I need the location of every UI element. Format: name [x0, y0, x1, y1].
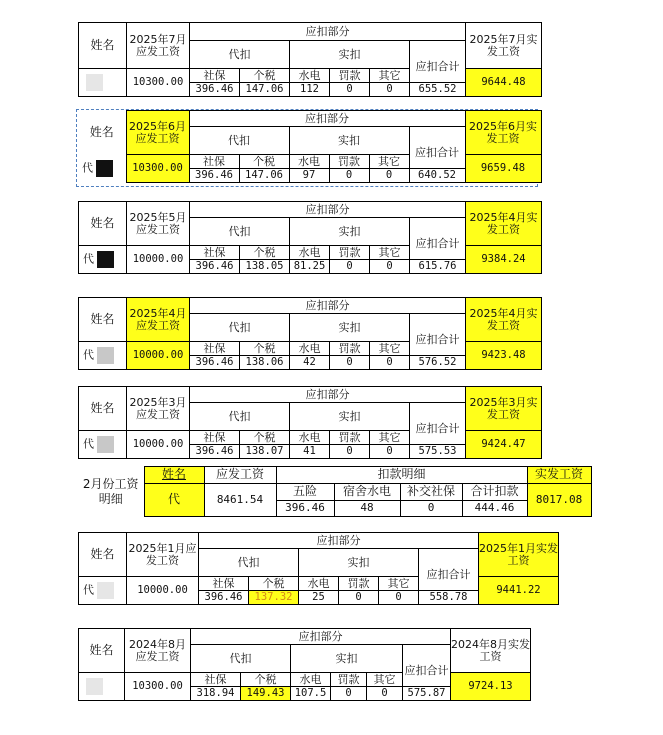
- withheld-header: 代扣: [190, 218, 290, 246]
- total-deduct-header: 应扣合计: [410, 403, 466, 445]
- name-header: 姓名: [79, 202, 127, 246]
- utility-header: 水电: [299, 577, 339, 591]
- other-value: 0: [379, 591, 419, 605]
- utility-header: 水电: [289, 155, 329, 169]
- feb-insurance-value: 396.46: [276, 501, 334, 517]
- gross-value: 10300.00: [126, 155, 189, 183]
- feb-dorm-value: 48: [334, 501, 400, 517]
- employee-name: 代: [79, 246, 127, 274]
- employee-name: 代: [79, 431, 127, 459]
- withheld-header: 代扣: [191, 645, 291, 673]
- tax-header: 个税: [240, 431, 290, 445]
- net-value: 9384.24: [466, 246, 542, 274]
- tax-value: 147.06: [239, 169, 289, 183]
- gross-value: 10300.00: [127, 69, 190, 97]
- name-header: 姓名: [79, 533, 127, 577]
- employee-name: 代: [78, 155, 126, 183]
- net-value: 9644.48: [466, 69, 542, 97]
- social-value: 396.46: [190, 83, 240, 97]
- salary-table: [78, 297, 542, 370]
- feb-gross-value: 8461.54: [204, 484, 276, 517]
- salary-table: [78, 110, 542, 183]
- gross-value: 10300.00: [125, 673, 191, 701]
- gross-value: 10000.00: [127, 431, 190, 459]
- withheld-header: 代扣: [190, 314, 290, 342]
- salary-table: [78, 532, 559, 605]
- total-deduct-header: 应扣合计: [410, 41, 466, 83]
- other-value: 0: [369, 169, 409, 183]
- total-deduct-header: 应扣合计: [403, 645, 451, 687]
- tax-value: 138.07: [240, 445, 290, 459]
- social-value: 396.46: [190, 260, 240, 274]
- fine-header: 罚款: [339, 577, 379, 591]
- feb-name-header: 姓名: [144, 467, 204, 484]
- fine-value: 0: [330, 83, 370, 97]
- deductions-header: 应扣部分: [199, 533, 479, 549]
- name-header: 姓名: [79, 23, 127, 69]
- feb-social-topup-header: 补交社保: [400, 484, 462, 501]
- employee-name: [79, 69, 127, 97]
- name-header: 姓名: [79, 298, 127, 342]
- gross-header: 2025年3月应发工资: [127, 387, 190, 431]
- utility-value: 97: [289, 169, 329, 183]
- utility-value: 107.5: [291, 687, 331, 701]
- fine-value: 0: [330, 260, 370, 274]
- gross-value: 10000.00: [127, 342, 190, 370]
- withheld-header: 代扣: [190, 41, 290, 69]
- net-header: 2025年6月实发工资: [465, 111, 541, 155]
- utility-value: 25: [299, 591, 339, 605]
- utility-header: 水电: [290, 69, 330, 83]
- other-header: 其它: [367, 673, 403, 687]
- actual-deduct-header: 实扣: [299, 549, 419, 577]
- social-header: 社保: [190, 69, 240, 83]
- social-value: 396.46: [190, 445, 240, 459]
- net-header: 2025年4月实发工资: [466, 202, 542, 246]
- actual-deduct-header: 实扣: [290, 41, 410, 69]
- total-value: 576.52: [410, 356, 466, 370]
- actual-deduct-header: 实扣: [290, 403, 410, 431]
- slip-2025-03: [78, 386, 542, 459]
- name-header: 姓名: [89, 125, 114, 140]
- utility-header: 水电: [291, 673, 331, 687]
- gross-header: 2025年7月应发工资: [127, 23, 190, 69]
- actual-deduct-header: 实扣: [291, 645, 403, 673]
- tax-header: 个税: [240, 246, 290, 260]
- fine-value: 0: [329, 169, 369, 183]
- utility-value: 112: [290, 83, 330, 97]
- deductions-header: 应扣部分: [191, 629, 451, 645]
- tax-value: 138.05: [240, 260, 290, 274]
- salary-table: [78, 386, 542, 459]
- net-header: 2025年1月实发工资: [479, 533, 559, 577]
- utility-value: 42: [290, 356, 330, 370]
- deductions-header: 应扣部分: [190, 202, 466, 218]
- other-value: 0: [370, 356, 410, 370]
- deductions-header: 应扣部分: [190, 23, 466, 41]
- utility-header: 水电: [290, 431, 330, 445]
- gross-header: 2025年1月应发工资: [127, 533, 199, 577]
- deductions-header: 应扣部分: [189, 111, 465, 127]
- utility-value: 41: [290, 445, 330, 459]
- fine-value: 0: [339, 591, 379, 605]
- withheld-header: 代扣: [190, 403, 290, 431]
- gross-header: 2025年5月应发工资: [127, 202, 190, 246]
- gross-value: 10000.00: [127, 577, 199, 605]
- fine-header: 罚款: [329, 155, 369, 169]
- fine-value: 0: [330, 356, 370, 370]
- tax-header: 个税: [240, 69, 290, 83]
- other-header: 其它: [370, 342, 410, 356]
- net-header: 2024年8月实发工资: [451, 629, 531, 673]
- actual-deduct-header: 实扣: [289, 127, 409, 155]
- gross-header: 2024年8月应发工资: [125, 629, 191, 673]
- slip-2025-01: [78, 532, 559, 605]
- gross-value: 10000.00: [127, 246, 190, 274]
- feb-dorm-header: 宿舍水电: [334, 484, 400, 501]
- gross-header: 2025年6月应发工资: [126, 111, 189, 155]
- actual-deduct-header: 实扣: [290, 218, 410, 246]
- redaction-mark: [97, 251, 114, 268]
- fine-value: 0: [331, 687, 367, 701]
- tax-header: 个税: [239, 155, 289, 169]
- social-header: 社保: [191, 673, 241, 687]
- feb-net-value: 8017.08: [527, 484, 591, 517]
- redaction-mark: [86, 74, 103, 91]
- redaction-mark: [96, 160, 113, 177]
- salary-table: [78, 201, 542, 274]
- other-header: 其它: [379, 577, 419, 591]
- redaction-mark: [86, 678, 103, 695]
- slip-2025-07: [78, 22, 542, 97]
- slip-2025-06: [78, 110, 542, 183]
- withheld-header: 代扣: [199, 549, 299, 577]
- other-value: 0: [367, 687, 403, 701]
- other-header: 其它: [370, 431, 410, 445]
- tax-header: 个税: [240, 342, 290, 356]
- withheld-header: 代扣: [189, 127, 289, 155]
- redaction-mark: [97, 582, 114, 599]
- slip-2025-04: [78, 297, 542, 370]
- utility-header: 水电: [290, 342, 330, 356]
- social-header: 社保: [199, 577, 249, 591]
- fine-header: 罚款: [330, 246, 370, 260]
- fine-header: 罚款: [330, 69, 370, 83]
- total-deduct-header: 应扣合计: [410, 314, 466, 356]
- total-value: 655.52: [410, 83, 466, 97]
- feb-social-topup-value: 0: [400, 501, 462, 517]
- social-header: 社保: [189, 155, 239, 169]
- other-value: 0: [370, 83, 410, 97]
- redaction-mark: [97, 436, 114, 453]
- name-header: 姓名: [79, 387, 127, 431]
- employee-name: 代: [79, 577, 127, 605]
- fine-header: 罚款: [330, 342, 370, 356]
- fine-value: 0: [330, 445, 370, 459]
- net-value: 9423.48: [466, 342, 542, 370]
- salary-table: [78, 628, 531, 701]
- february-title: 2月份工资明细: [82, 477, 139, 506]
- deductions-header: 应扣部分: [190, 298, 466, 314]
- net-value: 9424.47: [466, 431, 542, 459]
- tax-header: 个税: [241, 673, 291, 687]
- tax-value: 138.06: [240, 356, 290, 370]
- name-header: 姓名: [79, 629, 125, 673]
- slip-february: [78, 466, 592, 517]
- slip-2025-05: [78, 201, 542, 274]
- other-value: 0: [370, 260, 410, 274]
- social-value: 318.94: [191, 687, 241, 701]
- actual-deduct-header: 实扣: [290, 314, 410, 342]
- social-value: 396.46: [189, 169, 239, 183]
- total-value: 575.53: [410, 445, 466, 459]
- net-header: 2025年7月实发工资: [466, 23, 542, 69]
- redaction-mark: [97, 347, 114, 364]
- tax-header: 个税: [249, 577, 299, 591]
- net-value: 9441.22: [479, 577, 559, 605]
- february-table: [78, 466, 592, 517]
- net-value: 9724.13: [451, 673, 531, 701]
- tax-value: 149.43: [241, 687, 291, 701]
- feb-total-header: 合计扣款: [462, 484, 527, 501]
- total-deduct-header: 应扣合计: [409, 127, 465, 169]
- total-value: 615.76: [410, 260, 466, 274]
- tax-value: 137.32: [249, 591, 299, 605]
- feb-gross-header: 应发工资: [204, 467, 276, 484]
- social-header: 社保: [190, 246, 240, 260]
- feb-insurance-header: 五险: [276, 484, 334, 501]
- feb-employee-name: 代: [144, 484, 204, 517]
- employee-name: 代: [79, 342, 127, 370]
- net-header: 2025年3月实发工资: [466, 387, 542, 431]
- social-value: 396.46: [190, 356, 240, 370]
- employee-name: [79, 673, 125, 701]
- total-value: 640.52: [409, 169, 465, 183]
- feb-total-value: 444.46: [462, 501, 527, 517]
- other-header: 其它: [369, 155, 409, 169]
- social-header: 社保: [190, 342, 240, 356]
- total-deduct-header: 应扣合计: [419, 549, 479, 591]
- other-value: 0: [370, 445, 410, 459]
- feb-net-header: 实发工资: [527, 467, 591, 484]
- net-header: 2025年4月实发工资: [466, 298, 542, 342]
- fine-header: 罚款: [330, 431, 370, 445]
- feb-deduct-header: 扣款明细: [276, 467, 527, 484]
- gross-header: 2025年4月应发工资: [127, 298, 190, 342]
- social-header: 社保: [190, 431, 240, 445]
- other-header: 其它: [370, 69, 410, 83]
- deductions-header: 应扣部分: [190, 387, 466, 403]
- utility-value: 81.25: [290, 260, 330, 274]
- social-value: 396.46: [199, 591, 249, 605]
- utility-header: 水电: [290, 246, 330, 260]
- slip-2024-08: [78, 628, 531, 701]
- net-value: 9659.48: [465, 155, 541, 183]
- salary-table: [78, 22, 542, 97]
- total-deduct-header: 应扣合计: [410, 218, 466, 260]
- total-value: 558.78: [419, 591, 479, 605]
- fine-header: 罚款: [331, 673, 367, 687]
- total-value: 575.87: [403, 687, 451, 701]
- other-header: 其它: [370, 246, 410, 260]
- tax-value: 147.06: [240, 83, 290, 97]
